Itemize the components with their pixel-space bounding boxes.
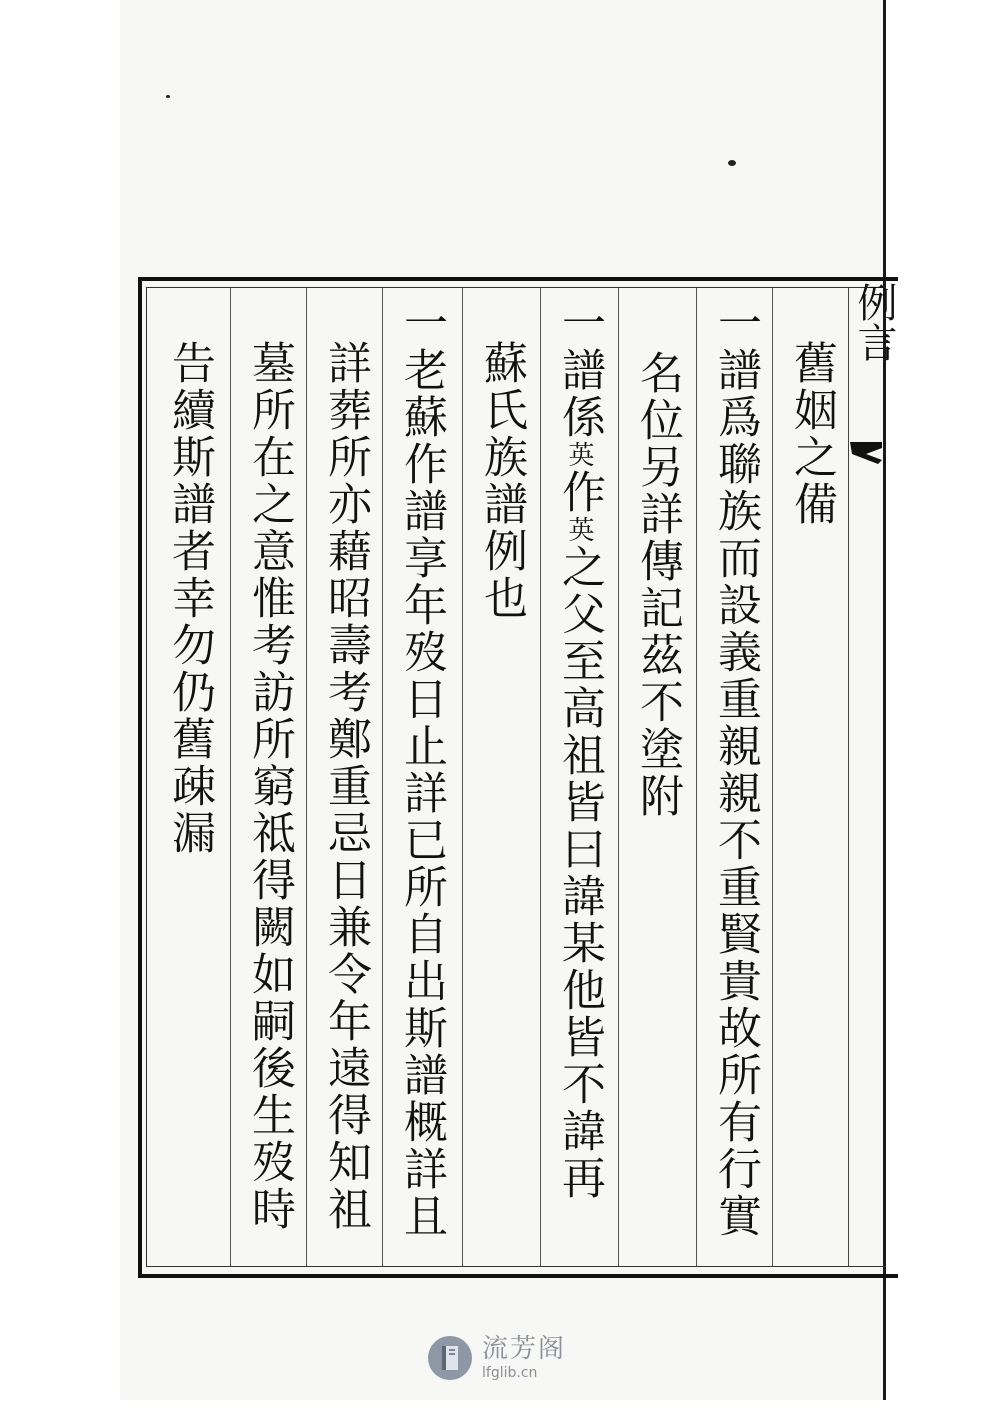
watermark-url: lfglib.cn (482, 1365, 538, 1381)
text-column (697, 300, 773, 1260)
fish-tail-mark (848, 440, 884, 480)
column-text-part: 之父至高祖皆曰諱某他皆不諱再 (554, 544, 605, 1202)
column-text (554, 300, 605, 1202)
page-title (851, 282, 897, 392)
frame-inner-bottom (146, 1266, 886, 1267)
ink-speck (728, 160, 736, 166)
column-text: 名位另詳傳記茲不塗附 (632, 350, 683, 820)
text-column (151, 300, 227, 1260)
name-note-small: 英 (564, 516, 594, 544)
column-text: 一譜爲聯族而設義重親親不重賢貴故所有行實 (710, 300, 761, 1240)
text-column (619, 300, 695, 1260)
watermark-name: 流芳阁 (482, 1334, 567, 1364)
column-text: 蘇氏族譜例也 (476, 340, 527, 622)
text-column (463, 300, 539, 1260)
frame-inner-top (146, 287, 886, 288)
page-title-text: 例言 (851, 282, 897, 362)
text-column (307, 300, 383, 1260)
text-column (773, 300, 849, 1260)
book-icon (428, 1336, 472, 1380)
text-column (541, 300, 617, 1260)
column-text: 墓所在之意惟考訪所窮祗得闕如嗣後生歿時 (244, 340, 295, 1233)
frame-inner-left (146, 287, 147, 1267)
column-text: 一老蘇作譜享年歿日止詳已所自出斯譜概詳且 (396, 300, 447, 1240)
name-note-small: 英 (564, 441, 594, 469)
ink-speck (166, 95, 170, 98)
column-text-part: 作 (554, 469, 605, 516)
column-text-part: 一譜係 (554, 300, 605, 441)
column-text: 告續斯譜者幸勿仍舊疎漏 (164, 340, 215, 857)
column-text: 舊姻之備 (786, 340, 837, 528)
column-text: 詳葬所亦藉昭壽考鄭重忌日兼令年遠得知祖 (320, 340, 371, 1233)
text-column (383, 300, 459, 1260)
text-column (231, 300, 307, 1260)
watermark-logo (428, 1334, 588, 1386)
